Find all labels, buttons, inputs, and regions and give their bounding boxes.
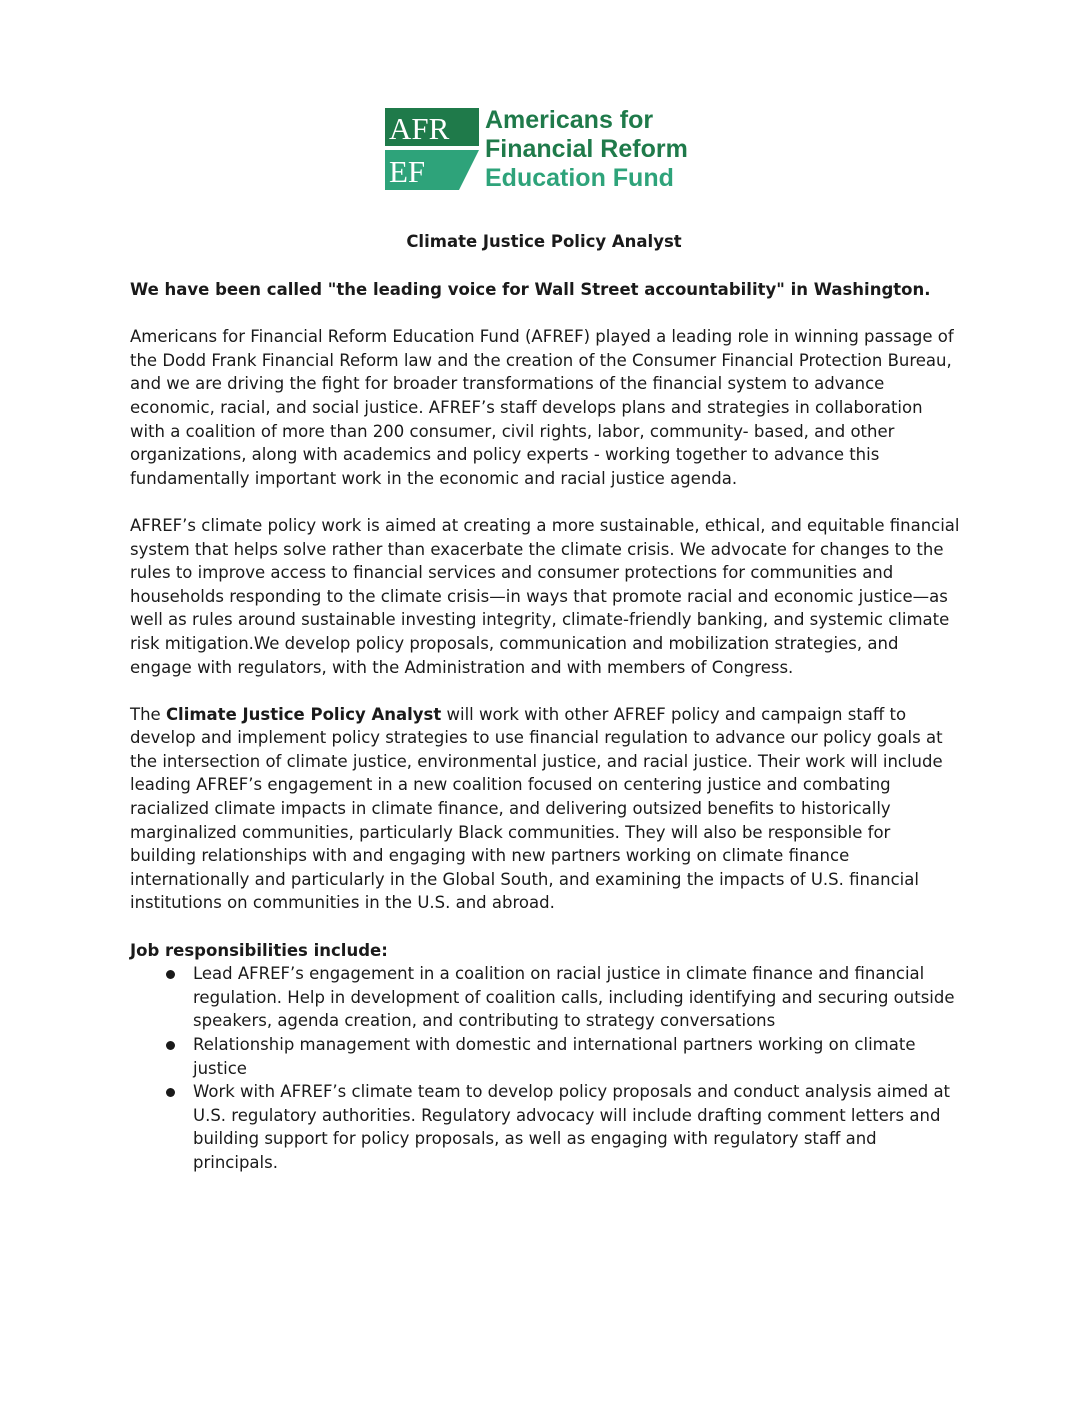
logo-mark-top-text: AFR [389,111,450,146]
logo-line-1: Americans for [485,106,654,134]
list-item-text: Lead AFREF’s engagement in a coalition on racial justice in climate finance and financial regulation. Help in development of coalition calls, including identifying and securing outside speakers, agenda creation, and contributing to strategy conversations [193,964,955,1031]
list-item [130,1033,960,1080]
list-item-text: Relationship management with domestic and international partners working on climate justice [193,1035,916,1078]
afref-logo [385,100,725,196]
document-body [130,278,960,1175]
role-title-bold: Climate Justice Policy Analyst [165,704,442,724]
logo-line-3: Education Fund [485,164,674,192]
document-title: Climate Justice Policy Analyst [406,232,682,251]
intro-paragraph: Americans for Financial Reform Education Fund (AFREF) played a leading role in winning passage of the Dodd Frank Financial Reform law and the creation of the Consumer Financial Protection Bureau, and we are driving the fight for broader transformations of the financial system to advance economic, racial, and social justice. AFREF’s staff develops plans and strategies in collaboration with a coalition of more than 200 consumer, civil rights, labor, community- based, and other organizations, along with academics and policy experts - working together to advance this fundamentally important work in the economic and racial justice agenda. [130,327,954,488]
responsibilities-list [130,962,960,1174]
role-paragraph-lead: The [130,704,166,724]
responsibilities-heading: Job responsibilities include: [130,940,388,960]
list-item [130,962,960,1033]
afref-logo-mark [385,108,479,190]
logo-line-2: Financial Reform [485,135,688,163]
tagline: We have been called "the leading voice for Wall Street accountability" in Washington. [130,280,931,299]
logo-mark-bottom-text: EF [389,154,426,189]
list-item-text: Work with AFREF’s climate team to develop policy proposals and conduct analysis aimed at U.S. regulatory authorities. Regulatory advocacy will include drafting comment letters and building support for policy proposals, as well as engaging with regulatory staff and principals. [193,1082,951,1172]
list-item [130,1080,960,1174]
bullet-icon [166,1041,175,1050]
bullet-icon [166,1088,175,1097]
logo-wordmark [485,106,688,193]
climate-policy-paragraph: AFREF’s climate policy work is aimed at creating a more sustainable, ethical, and equitable financial system that helps solve rather than exacerbate the climate crisis. We advocate for changes to the rules to improve access to financial services and consumer protections for communities and households responding to the climate crisis—in ways that promote racial and economic justice—as well as rules around sustainable investing integrity, climate-friendly banking, and systemic climate risk mitigation.We develop policy proposals, communication and mobilization strategies, and engage with regulators, with the Administration and with members of Congress. [130,515,960,677]
role-paragraph [130,703,960,915]
role-paragraph-rest: will work with other AFREF policy and campaign staff to develop and implement policy strategies to use financial regulation to advance our policy goals at the intersection of climate justice, environmental justice, and racial justice. Their work will include leading AFREF’s engagement in a new coalition focused on centering justice and combating racialized climate impacts in climate finance, and delivering outsized benefits to historically marginalized communities, particularly Black communities. They will also be responsible for building relationships with and engaging with new partners working on climate finance internationally and particularly in the Global South, and examining the impacts of U.S. financial institutions on communities in the U.S. and abroad. [130,704,943,913]
bullet-icon [166,970,175,979]
